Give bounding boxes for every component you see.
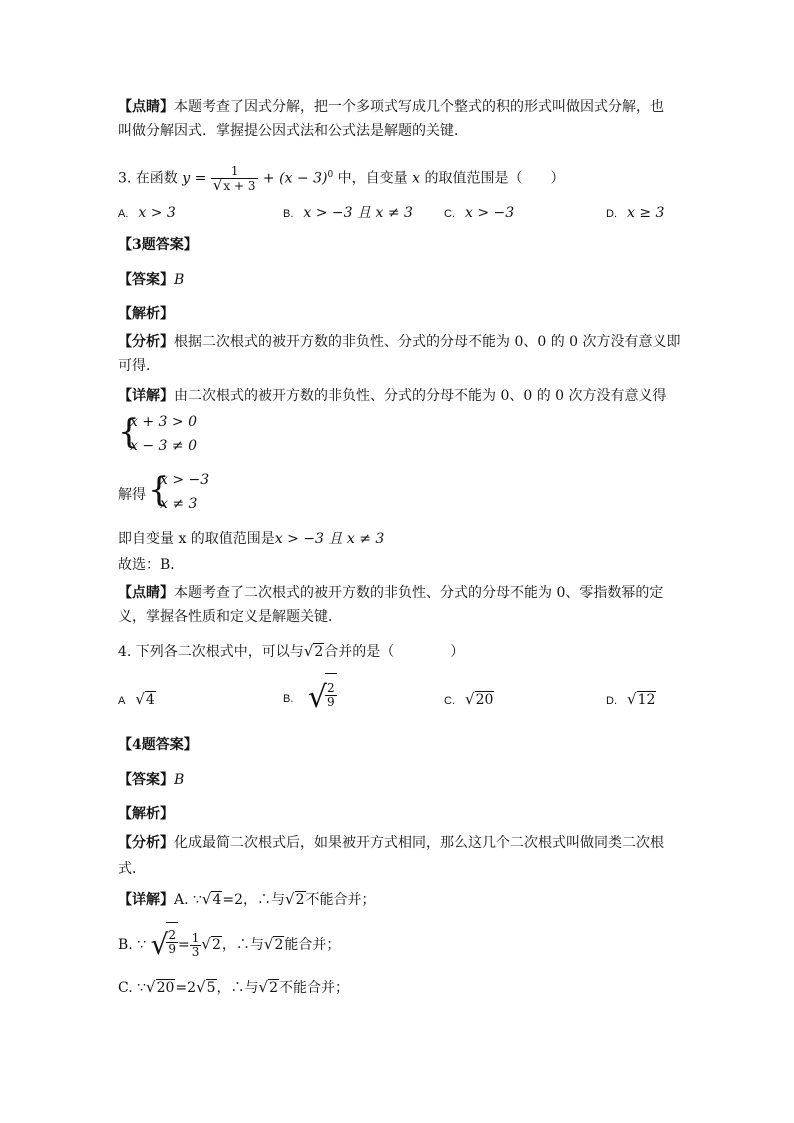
q3-plus-part: + (x − 3) xyxy=(262,170,328,187)
q3-frac-den: √x + 3 xyxy=(211,178,259,193)
q4-answer: 【答案】B xyxy=(118,772,185,788)
remark-tag: 【点睛】 xyxy=(118,99,174,115)
q3-option-d[interactable]: D. x ≥ 3 xyxy=(606,205,665,221)
q3-solve-word: 解得 xyxy=(118,487,146,503)
brace-symbol: { xyxy=(148,470,170,510)
q3-conclusion: 即自变量 x 的取值范围是x > −3 且 x ≠ 3 xyxy=(118,531,385,547)
q3-fraction xyxy=(211,165,259,193)
q4-detail-b: B. ∵ √ $\frac{2}{9}$ = $\frac{1}{3}$ √2，∴与√2能合并； xyxy=(118,924,340,964)
q3-option-c[interactable]: C. x > −3 xyxy=(444,205,515,221)
q3-detail-line1: 【详解】由二次根式的被开方数的非负性、分式的分母不能为 0、0 的 0 次方没有意义得 xyxy=(118,388,667,404)
q4-option-d[interactable]: D. √12 xyxy=(606,690,656,708)
q4-answer-value: B xyxy=(174,772,185,788)
q4-stem-sqrt: √2 xyxy=(303,642,324,660)
q3-option-a[interactable]: A. x > 3 xyxy=(118,205,176,221)
q3-analysis-line1: 【分析】根据二次根式的被开方数的非负性、分式的分母不能为 0、0 的 0 次方没有意义即 xyxy=(118,334,681,350)
q3-remark-line2: 义，掌握各性质和定义是解题关键． xyxy=(118,609,342,625)
q3-stem-mid: 中，自变量 xyxy=(337,170,408,187)
q4-analysis-line2: 式． xyxy=(118,861,146,877)
brace-symbol: { xyxy=(118,412,140,452)
q3-stem xyxy=(118,158,564,192)
q3-answer-value: B xyxy=(174,272,185,288)
q3-option-b[interactable]: B. x > −3 且 x ≠ 3 xyxy=(283,205,413,221)
q3-answer-header: 【3题答案】 xyxy=(118,237,198,253)
q4-option-a[interactable]: A √4 xyxy=(118,690,155,708)
q3-choose: 故选：B． xyxy=(118,557,185,573)
q4-analysis-line1: 【分析】化成最简二次根式后，如果被开方式相同，那么这几个二次根式叫做同类二次根 xyxy=(118,835,664,851)
q3-exponent: 0 xyxy=(327,170,334,180)
q3-frac-num: 1 xyxy=(230,163,239,178)
q3-var: x xyxy=(412,170,421,187)
q3-stem-start: 3. 在函数 xyxy=(118,170,178,187)
q4-stem: 4. 下列各二次根式中，可以与√2合并的是（ ） xyxy=(118,640,464,663)
q3-frac-den-rad: x + 3 xyxy=(223,178,256,193)
q3-y-eq: y = xyxy=(182,170,207,187)
q3-analysis-header: 【解析】 xyxy=(118,306,174,322)
q3-system-2: { x > −3 x ≠ 3 xyxy=(148,470,210,512)
q4-option-b[interactable]: B. √ $\frac{2}{9}$ xyxy=(283,676,337,721)
q3-system-1: { x + 3 > 0 x − 3 ≠ 0 xyxy=(118,412,197,454)
q4-detail-c: C. ∵√20=2√5，∴与√2不能合并； xyxy=(118,978,350,996)
q4-detail-a: 【详解】A. ∵√4=2，∴与√2不能合并； xyxy=(118,890,376,908)
q3-answer: 【答案】B xyxy=(118,272,185,288)
q4-detail-b-sqrt: √ $\frac{2}{9}$ xyxy=(151,925,178,965)
q3-stem-end: 的取值范围是（ ） xyxy=(424,170,565,187)
q4-option-c[interactable]: C. √20 xyxy=(444,690,494,708)
remark-text: 本题考查了因式分解，把一个多项式写成几个整式的积的形式叫做因式分解，也 xyxy=(174,99,664,115)
q2-remark-line1 xyxy=(118,96,664,118)
q4-answer-header: 【4题答案】 xyxy=(118,737,198,753)
q4-analysis-header: 【解析】 xyxy=(118,806,174,822)
q2-remark-line2: 叫做分解因式．掌握提公因式法和公式法是解题的关键． xyxy=(118,123,468,139)
q3-remark-line1: 【点睛】本题考查了二次根式的被开方数的非负性、分式的分母不能为 0、零指数幂的定 xyxy=(118,585,664,601)
q3-analysis-line2: 可得． xyxy=(118,358,160,374)
q4-option-b-sqrt: √ $\frac{2}{9}$ xyxy=(308,676,337,720)
